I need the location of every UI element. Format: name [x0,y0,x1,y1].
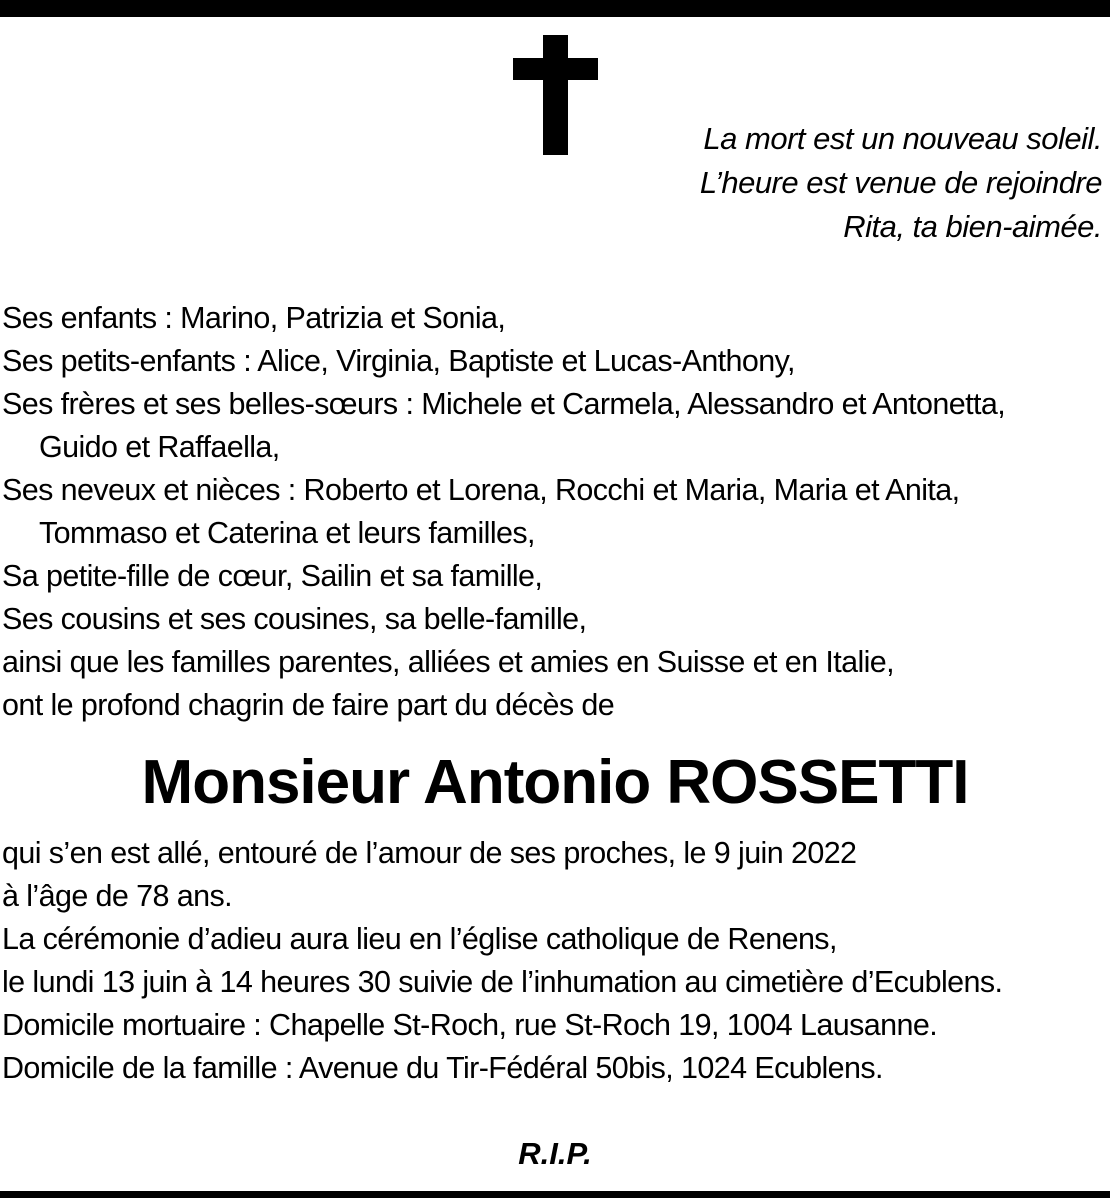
verse-line: La mort est un nouveau soleil. [703,121,1102,156]
verse-line: L’heure est venue de rejoindre [699,165,1102,200]
cross-icon [513,35,598,155]
family-line: Guido et Raffaella, [39,430,280,464]
family-line: Ses cousins et ses cousines, sa belle-famille, [2,602,587,636]
detail-line: à l’âge de 78 ans. [2,879,232,913]
detail-line: Domicile de la famille : Avenue du Tir-Fédéral 50bis, 1024 Ecublens. [2,1051,883,1085]
family-line: Ses enfants : Marino, Patrizia et Sonia, [2,301,506,335]
detail-line: Domicile mortuaire : Chapelle St-Roch, rue St-Roch 19, 1004 Lausanne. [2,1008,938,1042]
verse-line: Rita, ta bien-aimée. [843,209,1102,244]
family-line: ainsi que les familles parentes, alliées et amies en Suisse et en Italie, [2,645,895,679]
closing-rip: R.I.P. [518,1136,592,1171]
family-line: Sa petite-fille de cœur, Sailin et sa famille, [2,559,543,593]
ceremony-details [2,832,1002,1090]
detail-line: qui s’en est allé, entouré de l’amour de ses proches, le 9 juin 2022 [2,836,857,870]
detail-line: le lundi 13 juin à 14 heures 30 suivie de l’inhumation au cimetière d’Ecublens. [2,965,1003,999]
family-line: Ses petits-enfants : Alice, Virginia, Baptiste et Lucas-Anthony, [2,344,795,378]
top-border-rule [0,0,1110,17]
bottom-border-rule [0,1191,1110,1198]
family-line: ont le profond chagrin de faire part du décès de [2,688,615,722]
family-line: Ses frères et ses belles-sœurs : Michele et Carmela, Alessandro et Antonetta, [2,387,1006,421]
deceased-name: Monsieur Antonio ROSSETTI [141,748,969,817]
family-line: Ses neveux et nièces : Roberto et Lorena, Rocchi et Maria, Maria et Anita, [2,473,960,507]
family-line: Tommaso et Caterina et leurs familles, [39,516,535,550]
family-announcement [2,297,1005,727]
memorial-verse [700,117,1102,249]
detail-line: La cérémonie d’adieu aura lieu en l’église catholique de Renens, [2,922,837,956]
